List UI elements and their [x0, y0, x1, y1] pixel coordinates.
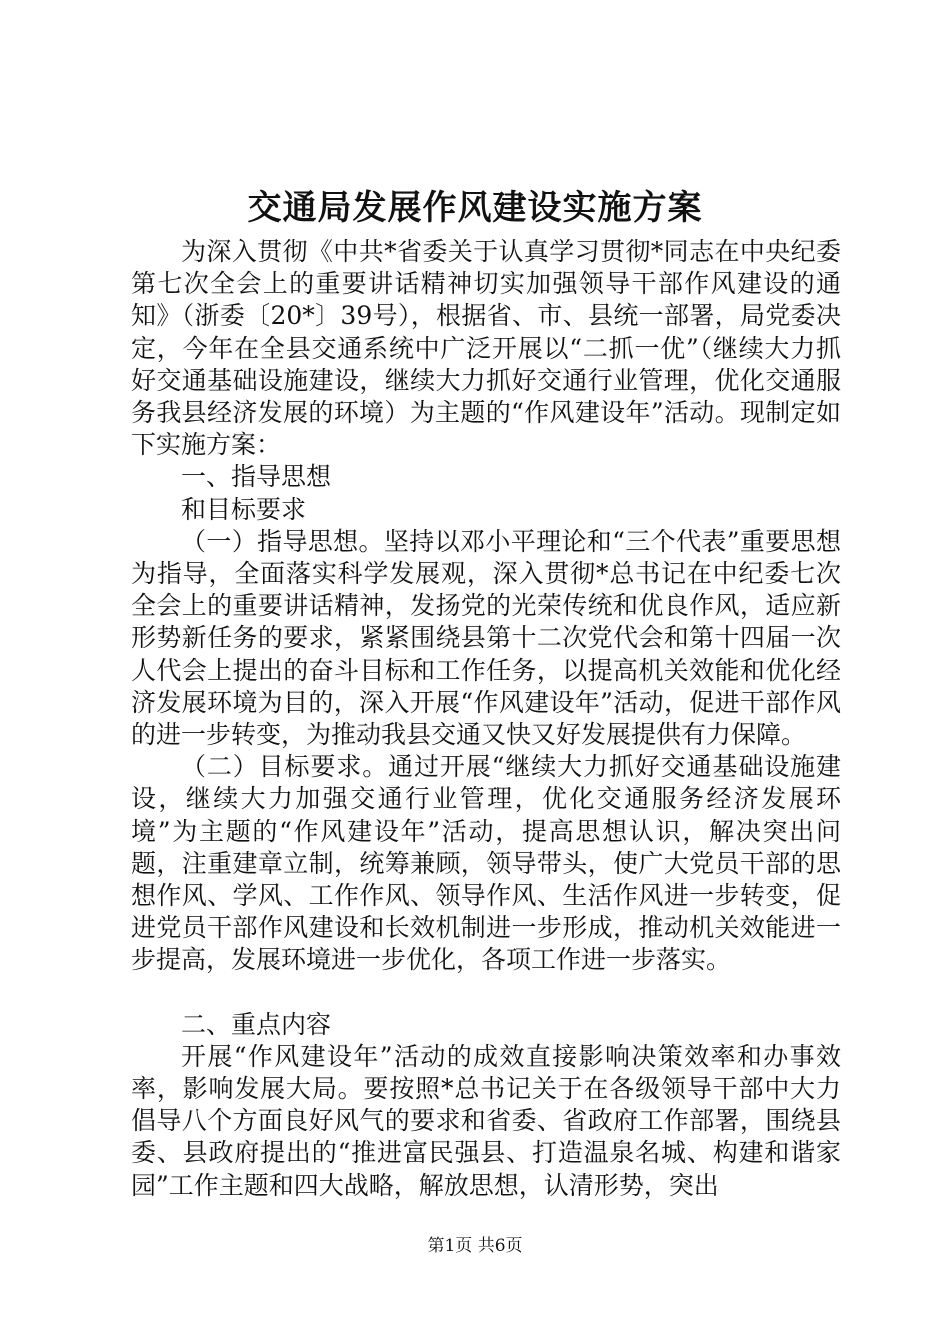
section-heading-1-continued: 和目标要求 — [181, 494, 307, 524]
document-body — [131, 236, 841, 1202]
intro-paragraph: 为深入贯彻《中共*省委关于认真学习贯彻*同志在中央纪委第七次全会上的重要讲话精神切实加强领导干部作风建设的通知》（浙委〔20*〕39号），根据省、市、县统一部署，局党委决定，今年在全县交通系统中广泛开展以“二抓一优”（继续大力抓好交通基础设施建设，继续大力抓好交通行业管理，优化交通服务我县经济发展的环境）为主题的“作风建设年”活动。现制定如下实施方案： — [131, 237, 841, 460]
document-title: 交通局发展作风建设实施方案 — [247, 188, 703, 228]
key-content-paragraph: 开展“作风建设年”活动的成效直接影响决策效率和办事效率，影响发展大局。要按照*总书记关于在各级领导干部中大力倡导八个方面良好风气的要求和省委、省政府工作部署，围绕县委、县政府提出的“推进富民强县、打造温泉名城、构建和谐家园”工作主题和四大战略，解放思想，认清形势，突出 — [131, 1041, 841, 1200]
section-heading-2: 二、重点内容 — [181, 1009, 332, 1039]
page-footer: 第1页 共6页 — [427, 1236, 523, 1256]
target-requirements-paragraph: （二）目标要求。通过开展“继续大力抓好交通基础设施建设，继续大力加强交通行业管理，优化交通服务经济发展环境”为主题的“作风建设年”活动，提高思想认识，解决突出问题，注重建章立制，统筹兼顾，领导带头，使广大党员干部的思想作风、学风、工作作风、领导作风、生活作风进一步转变，促进党员干部作风建设和长效机制进一步形成，推动机关效能进一步提高，发展环境进一步优化，各项工作进一步落实。 — [131, 752, 841, 975]
section-heading-1: 一、指导思想 — [181, 462, 332, 492]
guiding-ideology-paragraph: （一）指导思想。坚持以邓小平理论和“三个代表”重要思想为指导，全面落实科学发展观，深入贯彻*总书记在中纪委七次全会上的重要讲话精神，发扬党的光荣传统和优良作风，适应新形势新任务的要求，紧紧围绕县第十二次党代会和第十四届一次人代会上提出的奋斗目标和工作任务，以提高机关效能和优化经济发展环境为目的，深入开展“作风建设年”活动，促进干部作风的进一步转变，为推动我县交通又快又好发展提供有力保障。 — [131, 526, 841, 750]
paragraph-spacer — [131, 977, 841, 1009]
